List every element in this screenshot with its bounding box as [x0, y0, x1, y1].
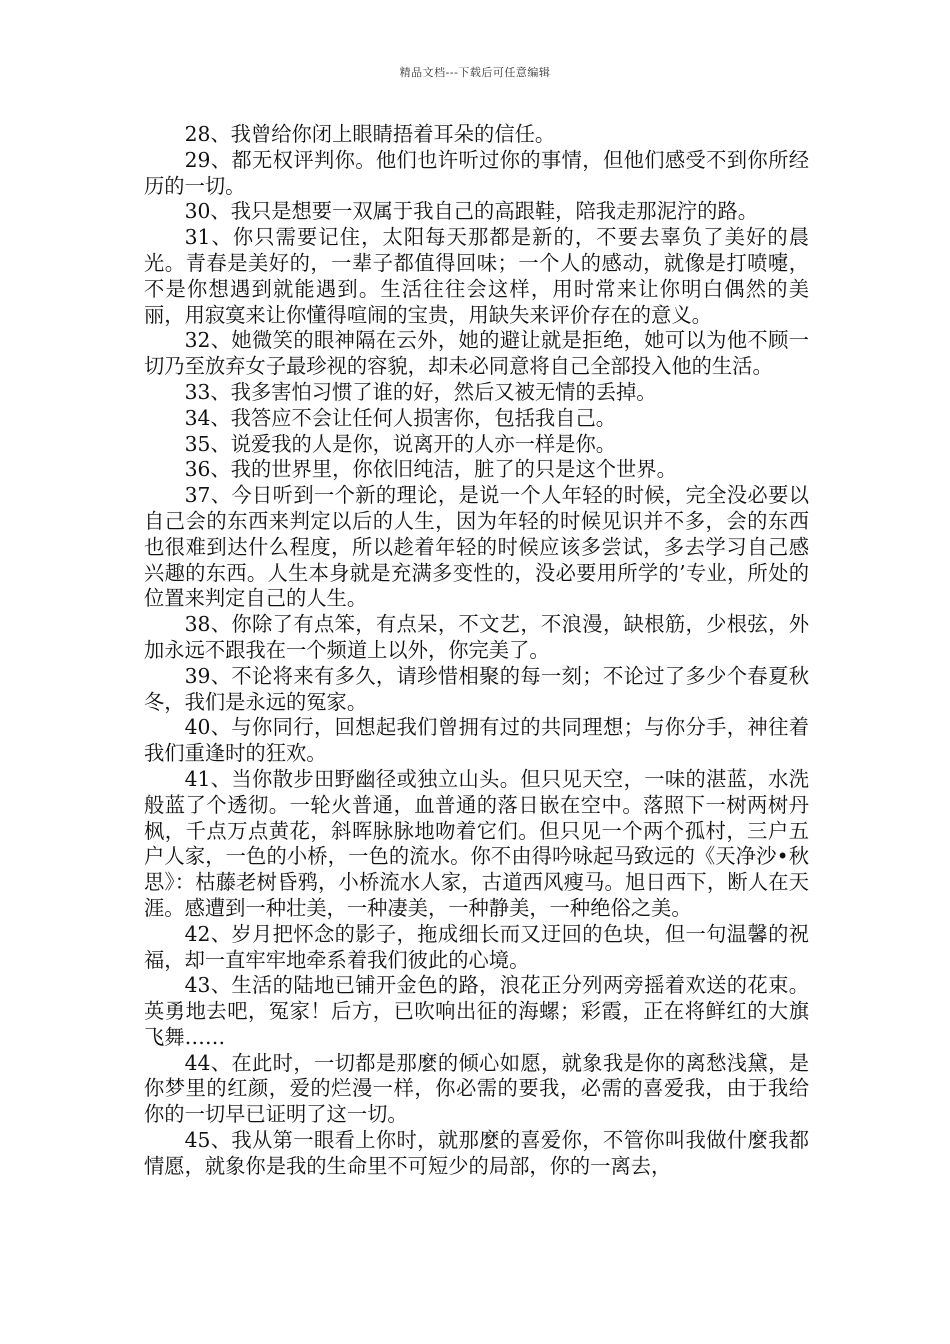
- paragraph: 37、今日听到一个新的理论，是说一个人年轻的时候，完全没必要以自己会的东西来判定以后的人生，因为年轻的时候见识并不多，会的东西也很难到达什么程度，所以趁着年轻的时候应该多尝试，多去学习自己感兴趣的东西。人生本身就是充满多变性的，没必要用所学的’专业，所处的位置来判定自己的人生。: [144, 483, 809, 611]
- paragraph: 41、当你散步田野幽径或独立山头。但只见天空，一味的湛蓝，水洗般蓝了个透彻。一轮火普通，血普通的落日嵌在空中。落照下一树两树丹枫，千点万点黄花，斜晖脉脉地吻着它们。但只见一个两个孤村，三户五户人家，一色的小桥，一色的流水。你不由得吟咏起马致远的《天净沙•秋思》：枯藤老树昏鸦，小桥流水人家，古道西风瘦马。旭日西下，断人在天涯。感遭到一种壮美，一种凄美，一种静美，一种绝俗之美。: [144, 766, 809, 920]
- paragraph: 42、岁月把怀念的影子，拖成细长而又迂回的色块，但一句温馨的祝福，却一直牢牢地牵系着我们彼此的心境。: [144, 921, 809, 972]
- paragraph: 34、我答应不会让任何人损害你，包括我自己。: [184, 405, 617, 430]
- paragraph: 38、你除了有点笨，有点呆，不文艺，不浪漫，缺根筋，少根弦，外加永远不跟我在一个频道上以外，你完美了。: [144, 612, 809, 662]
- paragraph: 35、说爱我的人是你，说离开的人亦一样是你。: [184, 431, 617, 456]
- paragraph: 40、与你同行，回想起我们曾拥有过的共同理想；与你分手，神往着我们重逢时的狂欢。: [144, 715, 809, 766]
- document-body: [144, 122, 809, 1180]
- paragraph: 36、我的世界里，你依旧纯洁，脏了的只是这个世界。: [184, 457, 677, 482]
- page-header: 精品文档---下载后可任意编辑: [399, 66, 551, 79]
- paragraph: 30、我只是想要一双属于我自己的高跟鞋，陪我走那泥泞的路。: [184, 199, 758, 224]
- paragraph: 44、在此时，一切都是那麼的倾心如愿，就象我是你的离愁浅黛，是你梦里的红颜，爱的烂漫一样，你必需的要我，必需的喜爱我，由于我给你的一切早已证明了这一切。: [144, 1050, 809, 1127]
- paragraph: 29、都无权评判你。他们也许听过你的事情，但他们感受不到你所经历的一切。: [144, 147, 809, 198]
- paragraph: 31、你只需要记住，太阳每天那都是新的，不要去辜负了美好的晨光。青春是美好的，一辈子都值得回味；一个人的感动，就像是打喷嚏，不是你想遇到就能遇到。生活往往会这样，用时常来让你明白偶然的美丽，用寂寞来让你懂得喧闹的宝贵，用缺失来评价存在的意义。: [144, 225, 809, 327]
- paragraph: 28、我曾给你闭上眼睛捂着耳朵的信任。: [184, 122, 556, 146]
- paragraph: 43、生活的陆地已铺开金色的路，浪花正分列两旁摇着欢送的花束。英勇地去吧，冤家！后方，已吹响出征的海螺；彩霞，正在将鲜红的大旗飞舞……: [144, 973, 809, 1049]
- paragraph: 39、不论将来有多久，请珍惜相聚的每一刻；不论过了多少个春夏秋冬，我们是永远的冤家。: [144, 663, 809, 714]
- paragraph: 32、她微笑的眼神隔在云外，她的避让就是拒绝，她可以为他不顾一切乃至放弃女子最珍视的容貌，却未必同意将自己全部投入他的生活。: [144, 328, 809, 379]
- paragraph: 45、我从第一眼看上你时，就那麼的喜爱你，不管你叫我做什麼我都情愿，就象你是我的生命里不可短少的局部，你的一离去，: [144, 1128, 809, 1178]
- paragraph: 33、我多害怕习惯了谁的好，然后又被无情的丢掉。: [184, 379, 657, 404]
